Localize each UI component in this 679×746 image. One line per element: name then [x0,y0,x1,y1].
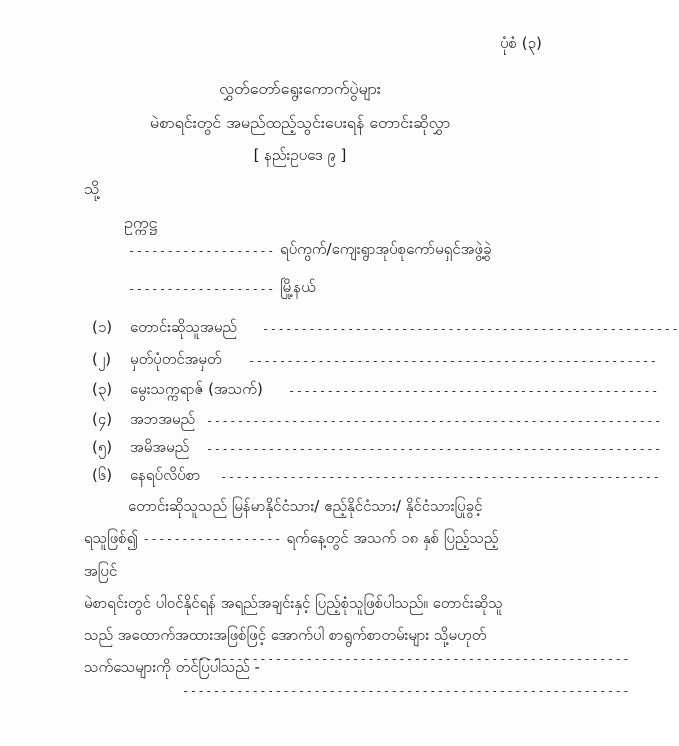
declaration-line5: သက်သေများကို တင်ပြပါသည် - [84,658,260,676]
township-label: မြို့နယ် [280,278,316,296]
declaration-line4: သည် အထောက်အထားအဖြစ်ဖြင့် အောက်ပါ စာရွက်စာတမ်းများ သို့မဟုတ် [84,626,487,644]
form-title-line2: မဲစာရင်းတွင် အမည်ထည့်သွင်းပေးရန် တောင်းဆိုလွှာ [149,113,451,132]
declaration-line3: မဲစာရင်းတွင် ပါဝင်နိုင်ရန် အရည်အချင်းနှင့် ပြည့်စုံသူဖြစ်ပါသည်။ တောင်းဆိုသူ [84,594,503,612]
field-number: (၄) [92,410,113,428]
field-label-applicant-name: တောင်းဆိုသူအမည် [130,318,237,336]
to-label: သို့ [84,179,100,198]
field-label-registration-number: မှတ်ပုံတင်အမှတ် [130,350,222,368]
form-title-line1: လွှတ်တော်ရွေးကောက်ပွဲများ [219,79,381,98]
chairman-label: ဥက္ကဋ္ဌ [124,213,158,232]
field-blank-mother-name[interactable]: ----------------------------------------------------------- [206,442,662,456]
field-number: (၃) [92,380,113,398]
field-number: (၅) [92,438,113,456]
field-number: (၆) [92,466,113,484]
field-blank-applicant-name[interactable]: ------------------------------------------------------ [262,322,679,336]
field-blank-address[interactable]: --------------------------------------------------------- [220,470,661,484]
field-label-date-of-birth: မွေးသက္ကရာဇ် (အသက်) [130,380,263,398]
declaration-line1: တောင်းဆိုသူသည် မြန်မာနိုင်ငံသား/ ဧည့်နိုင်ငံသား/ နိုင်ငံသားပြုခွင့် [128,497,483,515]
field-blank-father-name[interactable]: ----------------------------------------------------------- [206,414,662,428]
form-number: ပုံစံ (၃) [500,34,542,52]
declaration-line2-start: ရသူဖြစ်၍ [84,529,138,547]
field-label-father-name: အဘအမည် [130,410,196,428]
field-label-mother-name: အမိအမည် [130,438,190,456]
township-blank[interactable]: ------------------- [128,282,275,296]
declaration-line2-end: ရက်နေ့တွင် အသက် ၁၈ နှစ် ပြည့်သည့်အပြင် [84,529,499,580]
field-number: (၂) [92,350,112,368]
evidence-blank-line[interactable]: ---------------------------------------------------------- [182,652,631,666]
field-label-address: နေရပ်လိပ်စာ [130,466,201,484]
ward-committee-label: ရပ်ကွက်/ကျေးရွာအုပ်စုကော်မရှင်အဖွဲ့ခွဲ [280,240,492,258]
declaration-date-blank[interactable]: ------------------ [142,532,282,546]
field-blank-registration-number[interactable]: ----------------------------------------------------- [248,354,658,368]
ward-blank[interactable]: ------------------- [128,244,275,258]
evidence-blank-line[interactable]: ---------------------------------------------------------- [182,684,631,698]
rule-reference: [ နည်းဥပဒေ ၉ ] [253,146,347,164]
field-number: (၁) [92,318,113,336]
field-blank-date-of-birth[interactable]: ------------------------------------------------ [288,384,659,398]
